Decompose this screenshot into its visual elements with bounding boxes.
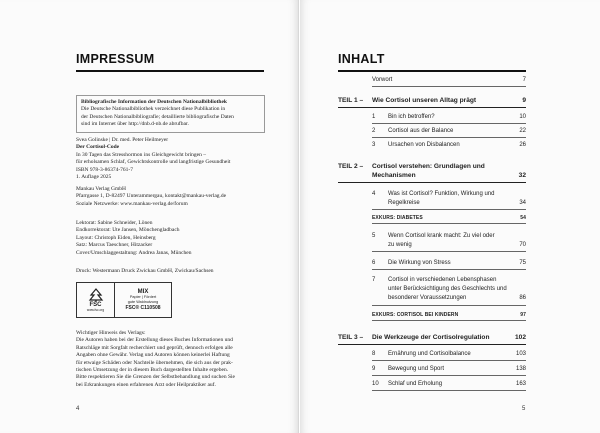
fsc-logo-box (76, 282, 172, 318)
toc-page-number: 97 (520, 312, 526, 318)
inhalt-heading: INHALT (338, 52, 385, 66)
notice-line: tischen Umsetzung der in diesem Buch dargestellten Inhalte ergeben. (76, 367, 229, 374)
page-number: 5 (522, 406, 526, 412)
toc-excurs-title: EXKURS: CORTISOL BEI KINDERN (372, 312, 459, 318)
toc-entry-text: Vorwort (372, 77, 393, 83)
heading-rule (338, 70, 526, 72)
toc-page-number: 163 (515, 381, 526, 387)
toc-part-title: Die Werkzeuge der Cortisolregulation (372, 334, 490, 341)
toc-chapter-number: 7 (372, 277, 376, 283)
fsc-code: FSC® C110508 (125, 305, 161, 312)
toc-chapter-number: 4 (372, 191, 376, 197)
toc-page-number: 34 (519, 200, 526, 206)
toc-chapter-title: Was ist Cortisol? Funktion, Wirkung und (388, 191, 495, 197)
toc-page-number: 103 (515, 351, 526, 357)
biblio-line: der Deutschen Nationalbibliografie; detaillierte bibliografische Daten (81, 113, 234, 120)
toc-page-number: 32 (518, 172, 526, 179)
toc-chapter-title-line2: unter Berücksichtigung des Geschlechts und (388, 286, 507, 292)
toc-underline (372, 251, 526, 252)
biblio-line: Die Deutsche Nationalbibliothek verzeichnet diese Publikation in (81, 106, 226, 113)
toc-underline (338, 182, 526, 183)
toc-chapter-number: 6 (372, 260, 376, 266)
fsc-desc-line: gute Waldnutzung (127, 299, 159, 304)
credit-line: Satz: Marcus Taeschner, Hitzacker (76, 242, 153, 249)
toc-chapter-number: 10 (372, 381, 379, 387)
toc-chapter-number: 9 (372, 366, 376, 372)
toc-page-number: 7 (522, 77, 526, 83)
book-info (76, 137, 276, 181)
publisher-address: Pfarrgasse 1, D-82497 Unterammergau, kontakt@mankau-verlag.de (76, 193, 227, 200)
authors: Svea Golinske | Dr. med. Peter Heilmeyer (76, 137, 169, 143)
print-line: Druck: Westermann Druck Zwickau GmbH, Zwickau/Sachsen (76, 268, 214, 274)
credit-line: Lektorat: Sabine Schneider, Lönen (76, 220, 153, 226)
toc-part-title: Wie Cortisol unseren Alltag prägt (372, 97, 477, 104)
toc-part-title-line2: Mechanismen (372, 172, 416, 179)
fsc-name: FSC (89, 302, 102, 308)
toc-page-number: 10 (519, 114, 526, 120)
toc-underline (372, 320, 526, 321)
toc-chapter-number: 5 (372, 233, 376, 239)
notice-line: Bitte respektieren Sie die Grenzen der Selbstbehandlung und suchen Sie (76, 374, 235, 381)
toc-chapter-title: Cortisol aus der Balance (388, 128, 454, 134)
toc-page-number: 75 (519, 260, 526, 266)
biblio-box (76, 95, 265, 133)
toc-chapter-number: 3 (372, 142, 376, 148)
toc-chapter-title-line2: zu wenig (388, 242, 412, 248)
toc-underline (372, 375, 526, 376)
toc-chapter-title: Wenn Cortisol krank macht: Zu viel oder (388, 233, 495, 239)
notice-line: Die Autoren haben bei der Erstellung dieses Buches Informationen und (76, 337, 233, 344)
publisher-social: Soziale Netzwerke: www.mankau-verlag.de/forum (76, 200, 188, 207)
toc-underline (372, 305, 526, 306)
toc-underline (372, 360, 526, 361)
toc-chapter-title: Ernährung und Cortisolbalance (388, 351, 471, 357)
toc-underline (338, 344, 526, 345)
heading-rule (76, 70, 264, 72)
toc-chapter-title-line2: Regelkreise (388, 200, 420, 206)
publisher-notice (76, 330, 276, 389)
edition: 1. Auflage 2025 (76, 174, 112, 181)
book-line: für erholsamen Schlaf, Gewichtskontrolle und langfristige Gesundheit (76, 159, 231, 166)
toc-part-label: TEIL 1 – (338, 97, 364, 104)
toc-page-number: 9 (522, 97, 526, 104)
toc-part-label: TEIL 2 – (338, 163, 364, 170)
toc-underline (372, 223, 526, 224)
toc-page-number: 138 (515, 366, 526, 372)
credit-line: Endkorrektorat: Ute Jansen, Mönchengladbach (76, 227, 180, 234)
biblio-title: Bibliografische Information der Deutschen Nationalbibliothek (81, 99, 227, 105)
fsc-desc-line: Papier | Fördert (129, 294, 157, 299)
toc-page-number: 22 (519, 128, 526, 134)
credit-line: Cover/Umschlaggestaltung: Andrea Janas, München (76, 249, 192, 256)
fsc-tree-logo (77, 283, 115, 317)
biblio-line: sind im Internet über http://dnb.d-nb.de abrufbar. (81, 121, 189, 128)
publisher-info (76, 186, 276, 208)
notice-line: für etwaige Schäden oder Nachteile übernehmen, die sich aus der prak- (76, 359, 233, 366)
notice-title: Wichtiger Hinweis des Verlags: (76, 330, 146, 336)
toc-chapter-number: 2 (372, 128, 376, 134)
book-title: Der Cortisol-Code (76, 144, 120, 151)
toc-chapter-title: Ursachen von Disbalancen (388, 142, 460, 148)
toc-chapter-title: Die Wirkung von Stress (388, 260, 451, 266)
toc-underline (372, 269, 526, 270)
toc-excurs-title: EXKURS: DIABETES (372, 215, 423, 221)
fsc-url: www.fsc.org (86, 308, 105, 312)
notice-line: Angaben ohne Gewähr. Verlag und Autoren können keinerlei Haftung (76, 352, 230, 359)
toc-underline (338, 107, 526, 108)
notice-line: bei Erkrankungen einen erfahrenen Arzt oder Heilpraktiker auf. (76, 381, 216, 388)
toc-part-label: TEIL 3 – (338, 334, 364, 341)
toc-chapter-title: Cortisol in verschiedenen Lebensphasen (388, 277, 497, 283)
toc-chapter-title-line3: besonderer Voraussetzungen (388, 295, 467, 301)
notice-line: Ratschläge mit Sorgfalt recherchiert und geprüft, dennoch erfolgen alle (76, 344, 233, 351)
toc-page-number: 86 (519, 295, 526, 301)
publisher-name: Mankau Verlag GmbH (76, 186, 126, 192)
toc-page-number: 70 (519, 242, 526, 248)
toc-page-number: 54 (520, 215, 526, 221)
toc-underline (372, 390, 526, 391)
toc-underline (372, 209, 526, 210)
book-line: In 30 Tagen das Stresshormon ins Gleichgewicht bringen – (76, 151, 206, 158)
toc-page-number: 102 (514, 334, 526, 341)
right-page (300, 0, 600, 433)
toc-chapter-title: Bewegung und Sport (388, 366, 445, 372)
tree-icon (88, 288, 104, 302)
toc-chapter-title: Bin ich betroffen? (388, 114, 435, 120)
toc-underline (372, 86, 526, 87)
credit-line: Layout: Christoph Eiden, Heinsberg (76, 234, 156, 241)
credits (76, 220, 276, 257)
impressum-heading: IMPRESSUM (76, 52, 155, 66)
toc-chapter-number: 8 (372, 351, 376, 357)
toc-underline (372, 123, 526, 124)
isbn: ISBN 978-3-86374-761-7 (76, 166, 133, 173)
toc-chapter-title: Schlaf und Erholung (388, 381, 443, 387)
toc-page-number: 26 (519, 142, 526, 148)
left-page (0, 0, 299, 433)
fsc-info (115, 283, 171, 317)
toc-part-title: Cortisol verstehen: Grundlagen und (372, 163, 485, 170)
page-number: 4 (76, 406, 80, 412)
toc-underline (372, 137, 526, 138)
toc-chapter-number: 1 (372, 114, 376, 120)
fsc-mix: MIX (137, 288, 149, 295)
